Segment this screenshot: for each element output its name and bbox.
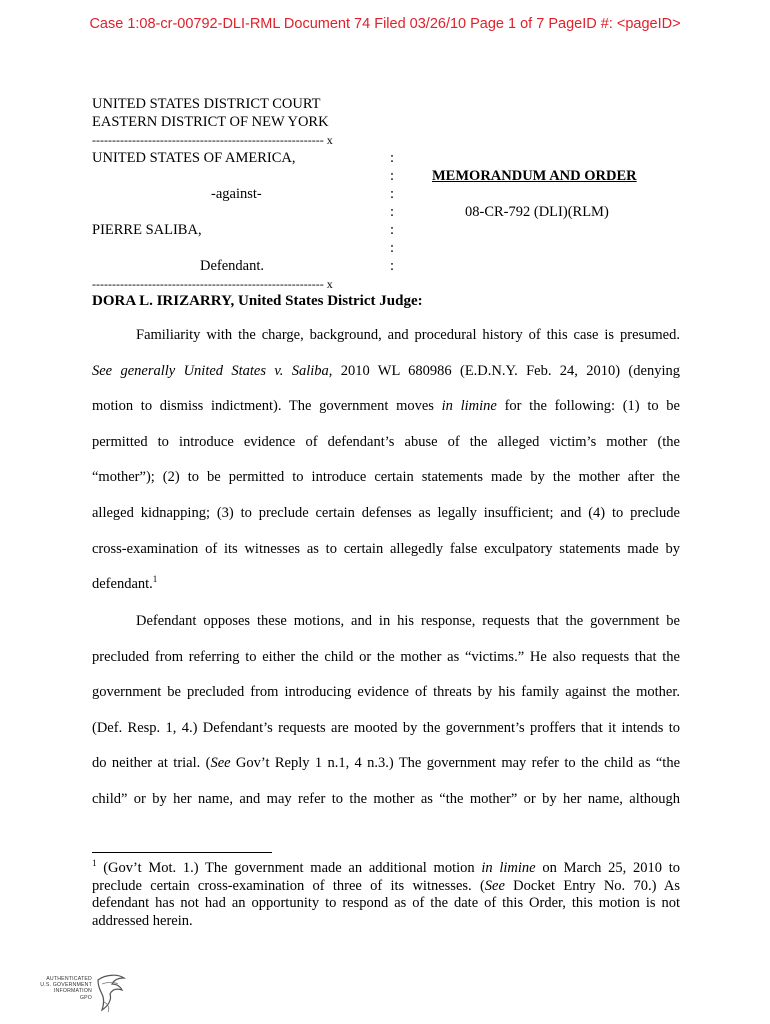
text-run: (Gov’t Mot. 1.) The government made an additional motion [96,860,482,876]
italic-term: in limine [441,398,497,415]
text-run: , 2010 WL 680986 (E.D.N.Y. Feb. 24, 2010) (denying [328,362,680,379]
gpo-logo-line: GPO [79,994,92,1001]
document-title: MEMORANDUM AND ORDER [432,168,637,184]
text-line: precluded from referring to either the child or the mother as “victims.” He also requests that the [92,648,680,665]
text-line: child” or by her name, and may refer to the mother as “the mother” or by her name, although [92,790,680,807]
caption-colon: : [390,204,395,220]
text-line [92,362,680,398]
text-line: Familiarity with the charge, background, and procedural history of this case is presumed. [136,327,680,343]
gpo-logo-line: INFORMATION [53,988,92,995]
text-line: cross-examination of its witnesses as to certain allegedly false exculpatory statements made by [92,540,680,557]
caption-divider-bottom: ---------------------------------------------------------- x [92,277,333,291]
text-run: motion to dismiss indictment). The government moves [92,398,442,415]
caption-colon: : [390,168,395,184]
text-line [92,860,680,878]
body-paragraph-1 [92,326,680,611]
eagle-icon [94,972,128,1014]
case-number: 08-CR-792 (DLI)(RLM) [465,204,609,220]
caption-colon: : [390,240,395,256]
text-line [92,878,680,896]
plaintiff-name: UNITED STATES OF AMERICA, [92,150,296,166]
text-line: defendant has not had an opportunity to respond as of the date of this Order, this motion is not [92,895,680,912]
text-line: government be precluded from introducing evidence of threats by his family against the mother. [92,684,680,701]
caption-colon: : [390,258,395,274]
text-line [92,397,680,433]
text-line: “mother”); (2) to be permitted to introduce certain statements made by the mother after the [92,469,680,486]
caption-colon: : [390,186,395,202]
italic-term: in limine [481,860,536,876]
text-run: Docket Entry No. 70.) As [504,877,681,894]
text-run: Gov’t Reply 1 n.1, 4 n.3.) The government may refer to the child as “the [230,755,681,772]
text-run: do neither at trial. ( [92,755,211,772]
gpo-logo-text [40,976,92,1001]
court-name: UNITED STATES DISTRICT COURT [92,96,321,112]
filing-stamp: Case 1:08-cr-00792-DLI-RML Document 74 Filed 03/26/10 Page 1 of 7 PageID #: <pageID> [89,16,681,32]
text-line: alleged kidnapping; (3) to preclude certain defenses as legally insufficient; and (4) to preclude [92,504,680,521]
caption-colon: : [390,222,395,238]
gpo-authentication-logo [40,972,130,1014]
text-line: Defendant opposes these motions, and in his response, requests that the government be [136,613,680,629]
text-run: preclude certain cross-examination of three of its witnesses. ( [92,877,485,894]
caption-colon: : [390,150,395,166]
footnote-1 [92,860,680,930]
footnote-number: 1 [92,858,97,868]
footnote-reference[interactable]: 1 [152,574,158,585]
text-line [92,754,680,790]
court-district: EASTERN DISTRICT OF NEW YORK [92,114,329,130]
defendant-label: Defendant. [200,258,265,274]
text-line: permitted to introduce evidence of defendant’s abuse of the alleged victim’s mother (the [92,433,680,450]
text-run: on March 25, 2010 to [535,860,680,876]
signal-italic: See [210,755,231,772]
text-line: (Def. Resp. 1, 4.) Defendant’s requests are mooted by the government’s proffers that it intends to [92,719,680,736]
signal-italic: See [484,877,505,894]
citation-italic: See generally United States v. Saliba [92,362,329,379]
judge-line: DORA L. IRIZARRY, United States District Judge: [92,293,423,309]
text-line [92,575,680,611]
footnote-divider [92,852,272,853]
caption-divider-top: ---------------------------------------------------------- x [92,133,333,147]
body-paragraph-2 [92,612,680,826]
text-run: for the following: (1) to be [496,398,680,415]
against-label: -against- [211,186,262,202]
gpo-logo-line: AUTHENTICATED [46,976,92,982]
text-line: addressed herein. [92,912,193,929]
defendant-name: PIERRE SALIBA, [92,222,202,238]
gpo-logo-line: U.S. GOVERNMENT [40,982,92,989]
text-run: defendant. [92,576,153,593]
